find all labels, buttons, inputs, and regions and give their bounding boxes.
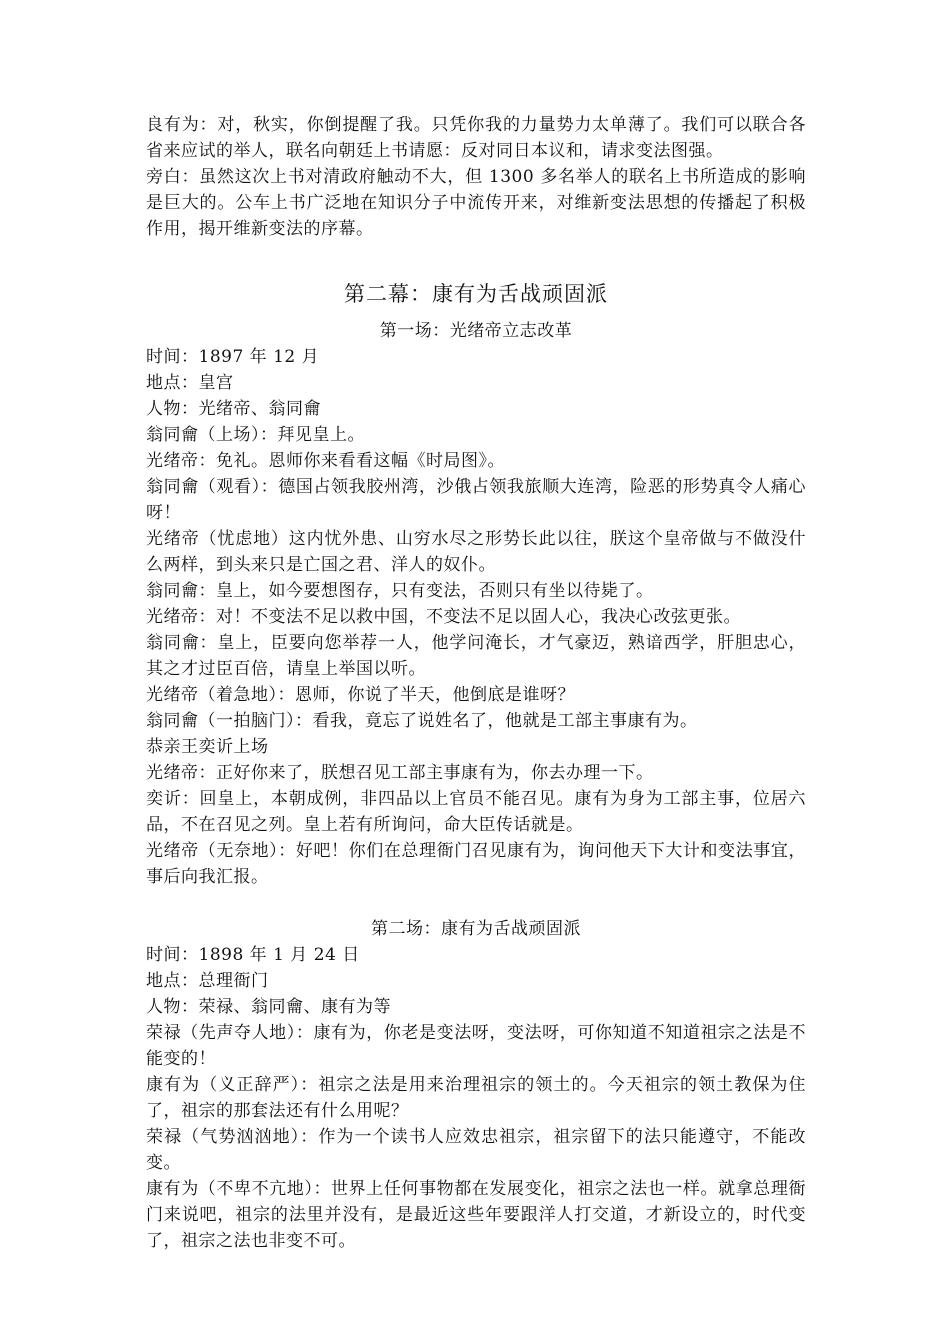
script-line: 翁同龠（观看）：德国占领我胶州湾，沙俄占领我旅顺大连湾，险恶的形势真令人痛心呀！ [146, 477, 806, 523]
script-line: 翁同龠（上场）：拜见皇上。 [146, 425, 365, 445]
script-line: 康有为（不卑不亢地）：世界上任何事物都在发展变化，祖宗之法也一样。就拿总理衙门来说吧，祖宗的法里并没有，是最近这些年要跟洋人打交道，才新设立的，时代变了，祖宗之法也非变不可。 [146, 1179, 806, 1251]
script-line: 光绪帝：对！不变法不足以救中国，不变法不足以固人心，我决心改弦更张。 [146, 607, 741, 627]
script-line: 翁同龠：皇上，臣要向您举荐一人，他学问淹长，才气豪迈，熟谙西学，肝胆忠心，其之才过臣百倍，请皇上举国以听。 [146, 633, 806, 679]
script-line: 时间：1898 年 1 月 24 日 [146, 945, 360, 965]
script-line: 康有为（义正辞严）：祖宗之法是用来治理祖宗的领土的。今天祖宗的领土教保为住了，祖宗的那套法还有什么用呢？ [146, 1075, 806, 1121]
script-line: 奕䜣：回皇上，本朝成例，非四品以上官员不能召见。康有为身为工部主事，位居六品，不在召见之列。皇上若有所询问，命大臣传话就是。 [146, 789, 806, 835]
script-line: 翁同龠：皇上，如今要想图存，只有变法，否则只有坐以待毙了。 [146, 581, 654, 601]
script-line: 光绪帝：正好你来了，朕想召见工部主事康有为，你去办理一下。 [146, 763, 654, 783]
scene-title: 第二场：康有为舌战顽固派 [371, 919, 581, 939]
script-line: 地点：总理衙门 [146, 971, 269, 991]
script-line: 地点：皇宫 [146, 373, 234, 393]
document-body [146, 112, 806, 1254]
act-title: 第二幕：康有为舌战顽固派 [344, 282, 608, 306]
script-line: 光绪帝（着急地）：恩师，你说了半天，他倒底是谁呀？ [146, 685, 575, 705]
intro-paragraph: 旁白：虽然这次上书对清政府触动不大，但 1300 多名举人的联名上书所造成的影响是巨大的。公车上书广泛地在知识分子中流传开来，对维新变法思想的传播起了积极作用，揭开维新变法的序幕。 [146, 167, 806, 239]
script-line: 人物：荣禄、翁同龠、康有为等 [146, 997, 391, 1017]
script-line: 光绪帝（无奈地）：好吧！你们在总理衙门召见康有为，询问他天下大计和变法事宜，事后向我汇报。 [146, 841, 806, 887]
script-line: 时间：1897 年 12 月 [146, 347, 320, 367]
script-line: 人物：光绪帝、翁同龠 [146, 399, 321, 419]
script-line: 荣禄（先声夺人地）：康有为，你老是变法呀，变法呀，可你知道不知道祖宗之法是不能变的！ [146, 1023, 806, 1069]
script-line: 翁同龠（一拍脑门）：看我，竟忘了说姓名了，他就是工部主事康有为。 [146, 711, 698, 731]
stage-direction: 恭亲王奕䜣上场 [146, 737, 269, 757]
script-line: 荣禄（气势汹汹地）：作为一个读书人应效忠祖宗，祖宗留下的法只能遵守，不能改变。 [146, 1127, 806, 1173]
intro-paragraph: 良有为：对，秋实，你倒提醒了我。只凭你我的力量势力太单薄了。我们可以联合各省来应试的举人，联名向朝廷上书请愿：反对同日本议和，请求变法图强。 [146, 115, 806, 161]
script-line: 光绪帝（忧虑地）这内忧外患、山穷水尽之形势长此以往，朕这个皇帝做与不做没什么两样，到头来只是亡国之君、洋人的奴仆。 [146, 529, 806, 575]
script-line: 光绪帝：免礼。恩师你来看看这幅《时局图》。 [146, 451, 505, 471]
scene-title: 第一场：光绪帝立志改革 [379, 321, 573, 341]
